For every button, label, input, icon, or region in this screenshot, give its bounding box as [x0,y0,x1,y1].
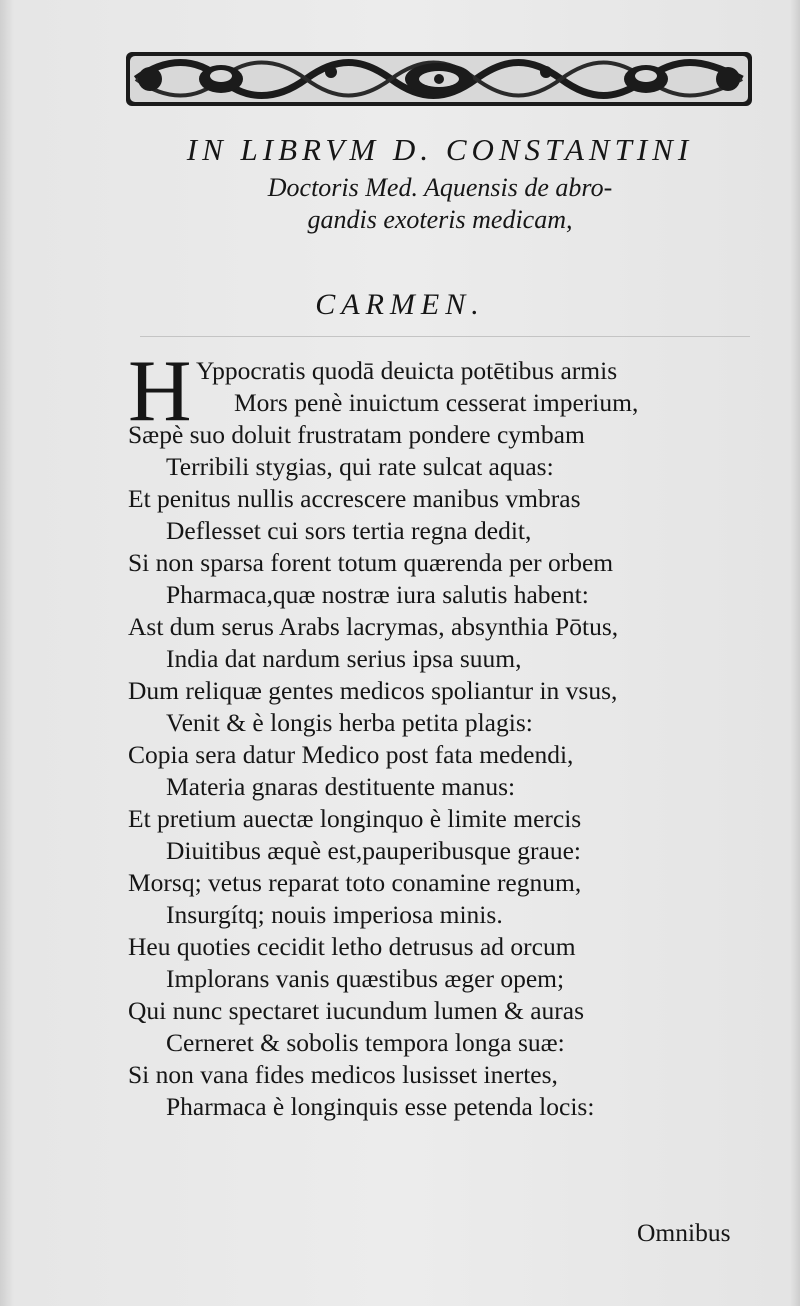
headpiece-ornament [126,52,752,106]
verse-line: Venit & è longis herba petita plagis: [166,708,533,737]
title-line-2: Doctoris Med. Aquensis de abro- [267,173,613,202]
verse-line: Mors penè inuictum cesserat imperium, [234,388,639,417]
catchword: Omnibus [637,1218,731,1247]
verse-line: Deflesset cui sors tertia regna dedit, [166,516,532,545]
title-line-1: IN LIBRVM D. CONSTANTINI [186,132,694,167]
verse-line: Copia sera datur Medico post fata medendi, [128,740,574,769]
verse-line: India dat nardum serius ipsa suum, [166,644,522,673]
verse-line: Insurgítq; nouis imperiosa minis. [166,900,503,929]
title-line-3: gandis exoteris medicam, [307,205,573,234]
title-block [110,128,770,236]
verse-line: Heu quoties cecidit letho detrusus ad orcum [128,932,576,961]
divider-rule [140,336,750,337]
verse-line: Cerneret & sobolis tempora longa suæ: [166,1028,565,1057]
section-heading: CARMEN. [315,288,485,321]
verse-line: Qui nunc spectaret iucundum lumen & auras [128,996,585,1025]
verse-line: Si non sparsa forent totum quærenda per orbem [128,548,614,577]
verse-line: Yppocratis quodā deuicta potētibus armis [196,356,618,385]
verse-line: Diuitibus æquè est,pauperibusque graue: [166,836,581,865]
verse-line: Ast dum serus Arabs lacrymas, absynthia Pōtus, [128,612,619,641]
verse-line: Pharmaca è longinquis esse petenda locis: [166,1092,595,1121]
verse-line: Et penitus nullis accrescere manibus vmbras [128,484,581,513]
verse-line: Terribili stygias, qui rate sulcat aquas: [166,452,554,481]
verse-line: Morsq; vetus reparat toto conamine regnum, [128,868,582,897]
verse-line: Pharmaca,quæ nostræ iura salutis habent: [166,580,589,609]
verse-line: Materia gnaras destituente manus: [166,772,516,801]
drop-cap: H [128,343,192,440]
verse-line: Implorans vanis quæstibus æger opem; [166,964,565,993]
verse-line: Sæpè suo doluit frustratam pondere cymbam [128,420,585,449]
verse-line: Et pretium auectæ longinquo è limite mercis [128,804,582,833]
verse-line: Dum reliquæ gentes medicos spoliantur in vsus, [128,676,618,705]
verse-line: Si non vana fides medicos lusisset inertes, [128,1060,558,1089]
